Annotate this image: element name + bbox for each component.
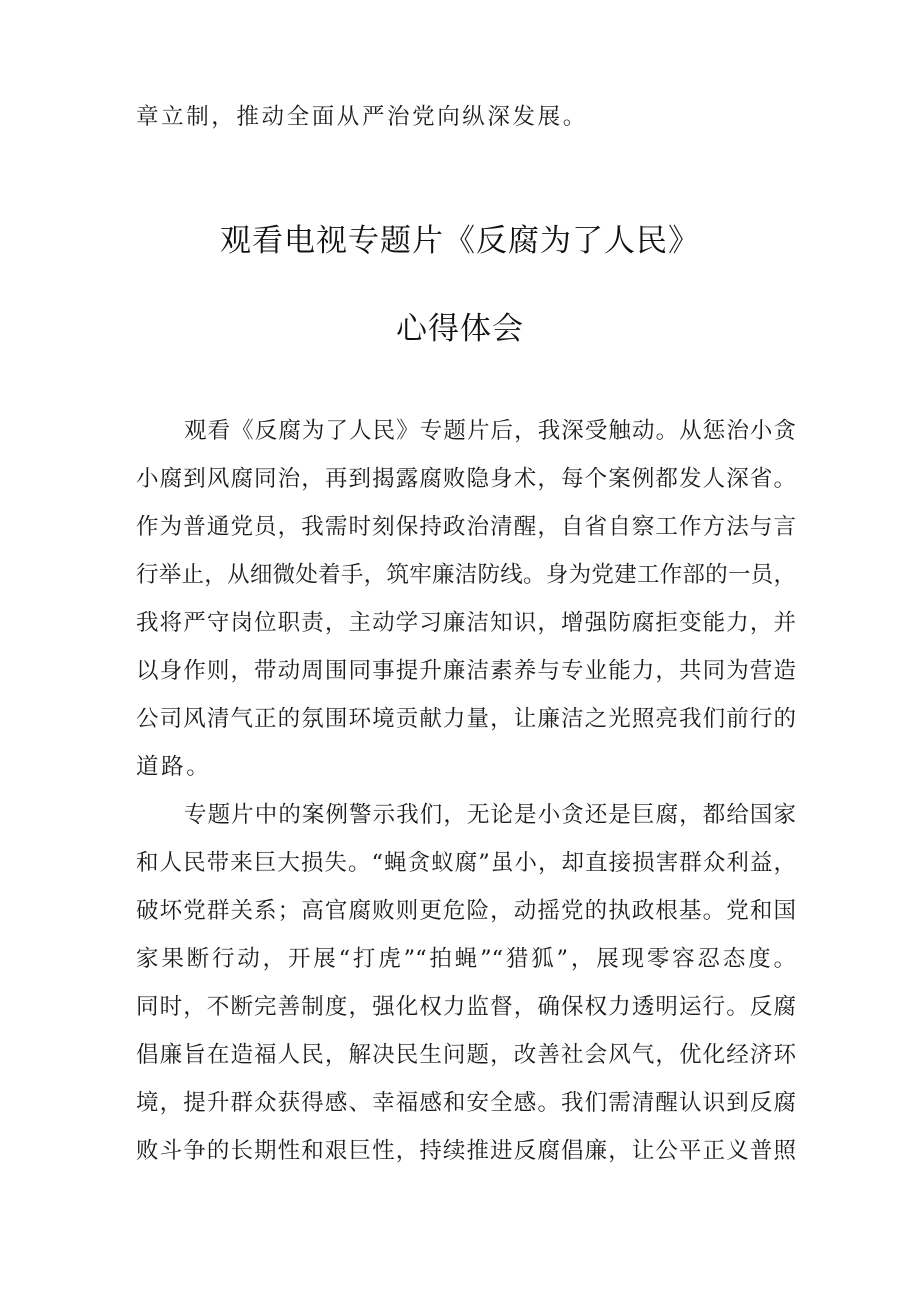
paragraph-2-line: 家果断行动，开展“打虎”“拍蝇”“猎狐”，展现零容忍态度。 — [136, 946, 796, 972]
intro-line: 章立制，推动全面从严治党向纵深发展。 — [136, 104, 588, 130]
paragraph-1-line: 我将严守岗位职责，主动学习廉洁知识，增强防腐拒变能力，并 — [136, 610, 796, 636]
paragraph-1-line: 观看《反腐为了人民》专题片后，我深受触动。从惩治小贪 — [184, 418, 796, 444]
paragraph-1-line: 小腐到风腐同治，再到揭露腐败隐身术，每个案例都发人深省。 — [136, 466, 796, 492]
paragraph-2-line: 败斗争的长期性和艰巨性，持续推进反腐倡廉，让公平正义普照 — [136, 1138, 796, 1164]
document-title: 观看电视专题片《反腐为了人民》 — [220, 223, 700, 259]
paragraph-2-line: 倡廉旨在造福人民，解决民生问题，改善社会风气，优化经济环 — [136, 1042, 796, 1068]
paragraph-1-line: 道路。 — [136, 754, 212, 780]
paragraph-2-line: 破坏党群关系；高官腐败则更危险，动摇党的执政根基。党和国 — [136, 898, 796, 924]
paragraph-2-line: 和人民带来巨大损失。“蝇贪蚁腐”虽小，却直接损害群众利益， — [136, 850, 796, 876]
paragraph-1-line: 行举止，从细微处着手，筑牢廉洁防线。身为党建工作部的一员， — [136, 562, 796, 588]
paragraph-2-line: 同时，不断完善制度，强化权力监督，确保权力透明运行。反腐 — [136, 994, 796, 1020]
paragraph-1-line: 公司风清气正的氛围环境贡献力量，让廉洁之光照亮我们前行的 — [136, 706, 796, 732]
paragraph-1-line: 作为普通党员，我需时刻保持政治清醒，自省自察工作方法与言 — [136, 514, 796, 540]
paragraph-2-line: 专题片中的案例警示我们，无论是小贪还是巨腐，都给国家 — [184, 802, 796, 828]
document-subtitle: 心得体会 — [396, 311, 524, 347]
paragraph-1-line: 以身作则，带动周围同事提升廉洁素养与专业能力，共同为营造 — [136, 658, 796, 684]
paragraph-2-line: 境，提升群众获得感、幸福感和安全感。我们需清醒认识到反腐 — [136, 1090, 796, 1116]
